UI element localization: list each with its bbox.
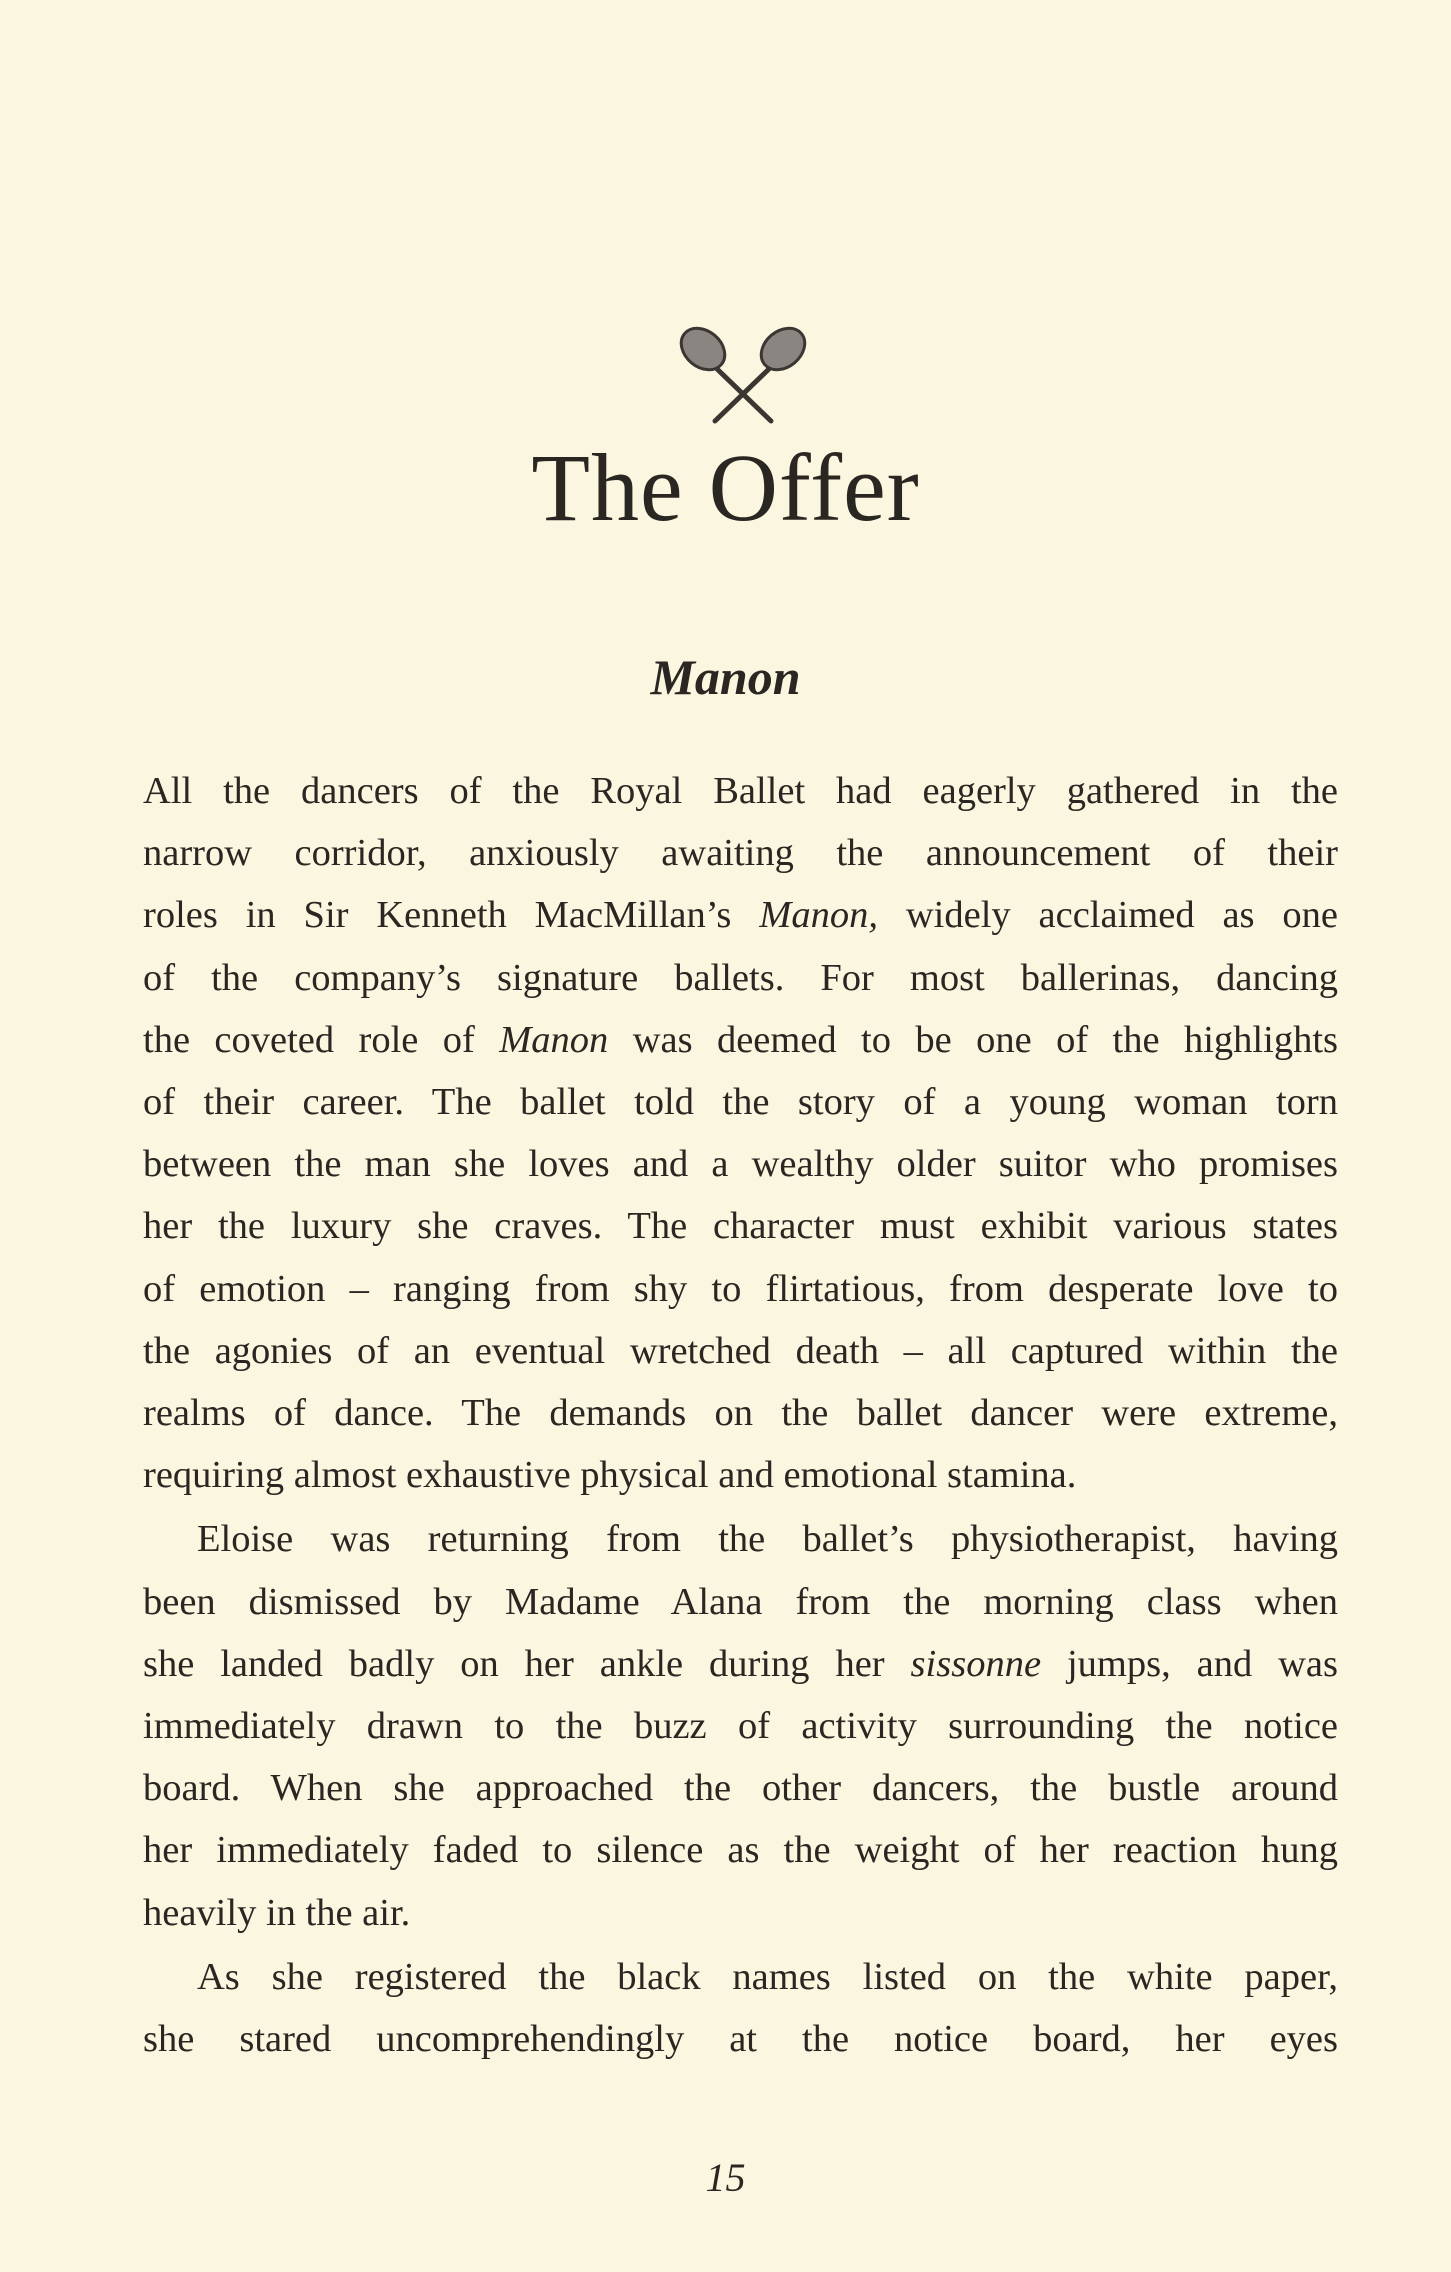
text-line: As she registered the black names listed on the white paper, (197, 1955, 1338, 1998)
paragraph (143, 1508, 1338, 1943)
section-title: Manon (650, 649, 801, 705)
text-line: the coveted role of Manon was deemed to be one of the highlights (143, 1018, 1338, 1061)
text-line: immediately drawn to the buzz of activity surrounding the notice (143, 1705, 1338, 1748)
text-line: narrow corridor, anxiously awaiting the announcement of their (143, 832, 1338, 875)
text-line: between the man she loves and a wealthy older suitor who promises (143, 1143, 1338, 1186)
text-line: Eloise was returning from the ballet’s physiotherapist, having (197, 1518, 1338, 1561)
text-line: roles in Sir Kenneth MacMillan’s Manon, widely acclaimed as one (143, 894, 1338, 937)
italic-text: Manon (499, 1018, 609, 1061)
text-line: of the company’s signature ballets. For most ballerinas, dancing (143, 956, 1338, 999)
crossed-tennis-rackets-icon (675, 325, 811, 425)
italic-text: sissonne (910, 1642, 1042, 1685)
text-line: her immediately faded to silence as the weight of her reaction hung (143, 1829, 1338, 1872)
text-line: realms of dance. The demands on the ballet dancer were extreme, (143, 1392, 1338, 1435)
chapter-title: The Offer (531, 434, 920, 541)
text-line: of their career. The ballet told the story of a young woman torn (143, 1081, 1338, 1124)
right-racket-icon (715, 325, 811, 421)
paragraph (143, 760, 1338, 1506)
body-text (143, 760, 1338, 2072)
text-line: she stared uncomprehendingly at the notice board, her eyes (143, 2018, 1338, 2061)
text-line: All the dancers of the Royal Ballet had eagerly gathered in the (143, 770, 1338, 812)
text-line: requiring almost exhaustive physical and emotional stamina. (143, 1454, 1077, 1497)
italic-text: Manon, (759, 894, 878, 937)
text-line: heavily in the air. (143, 1891, 411, 1934)
paragraph (143, 1946, 1338, 2070)
text-line: she landed badly on her ankle during her sissonne jumps, and was (143, 1642, 1339, 1685)
page-number: 15 (705, 2155, 746, 2200)
text-line: the agonies of an eventual wretched death – all captured within the (143, 1329, 1338, 1372)
left-racket-icon (675, 325, 771, 421)
text-line: board. When she approached the other dancers, the bustle around (143, 1767, 1338, 1810)
text-line: of emotion – ranging from shy to flirtatious, from desperate love to (143, 1267, 1338, 1310)
text-line: been dismissed by Madame Alana from the morning class when (143, 1580, 1338, 1623)
text-line: her the luxury she craves. The character must exhibit various states (143, 1205, 1338, 1248)
